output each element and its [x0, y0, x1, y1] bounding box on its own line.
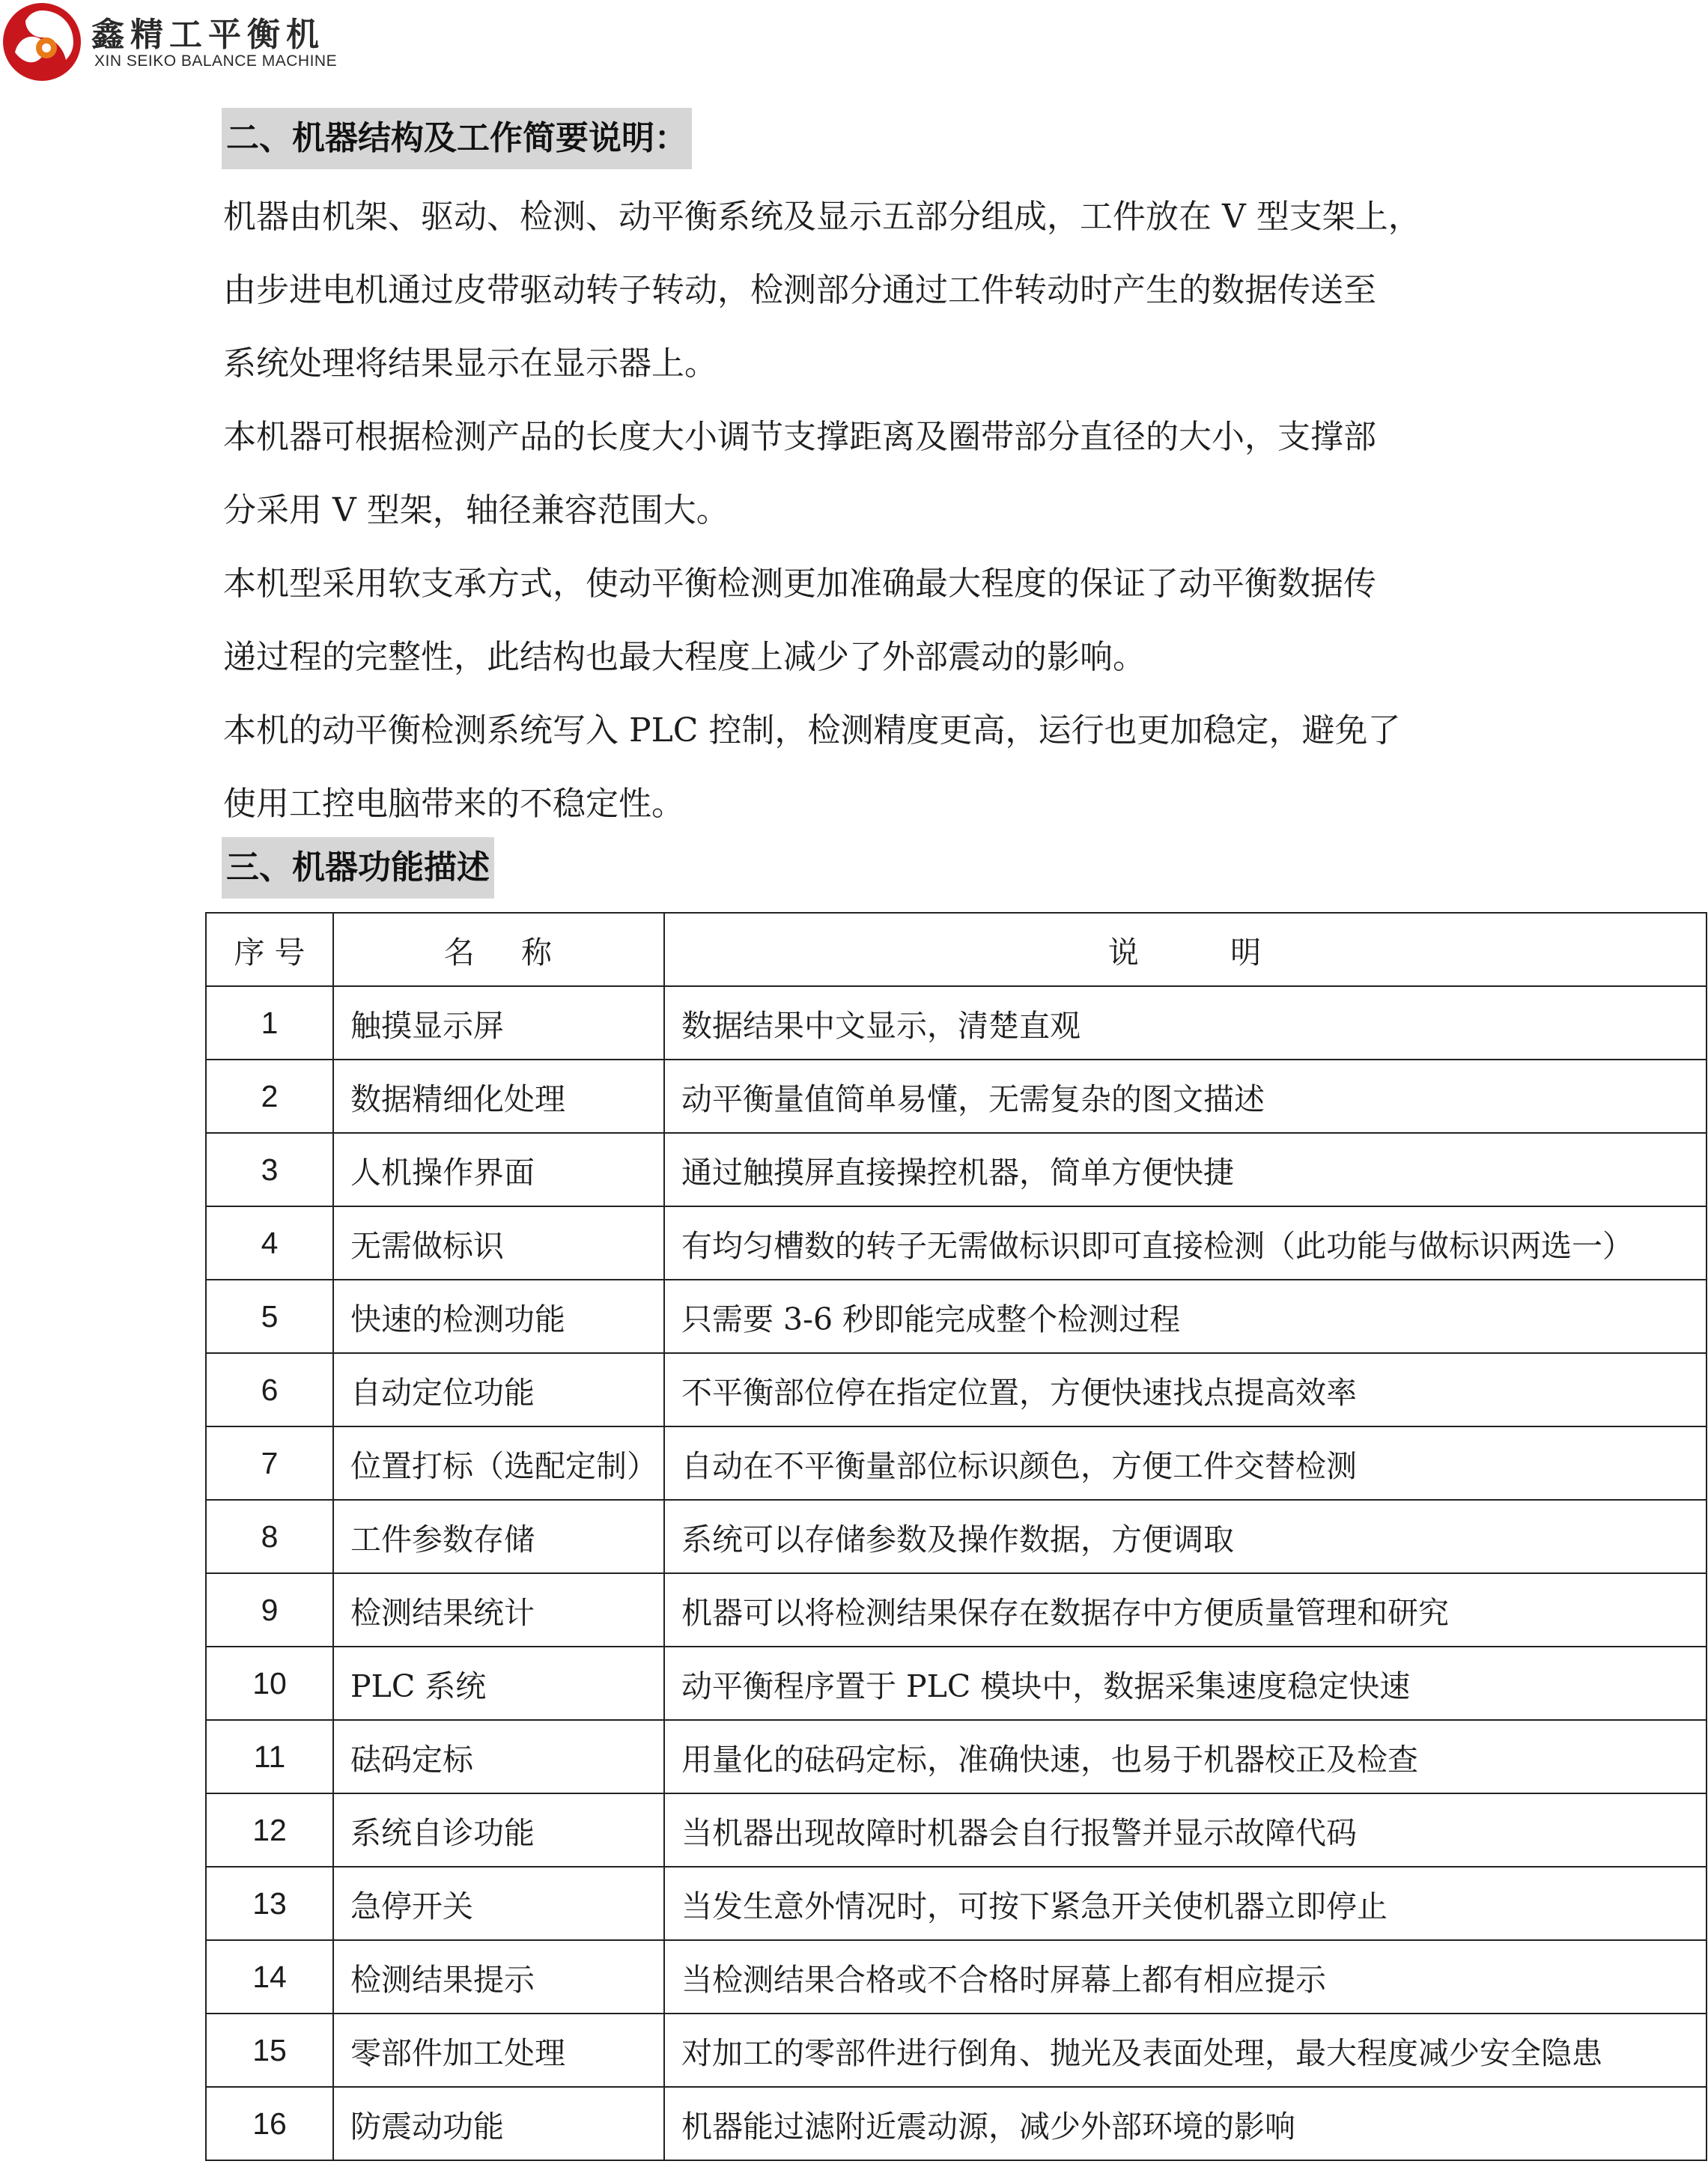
row-name: 位置打标（选配定制） — [333, 1426, 664, 1500]
row-number: 11 — [206, 1720, 333, 1793]
row-description: 系统可以存储参数及操作数据，方便调取 — [664, 1500, 1707, 1573]
row-name: 系统自诊功能 — [333, 1793, 664, 1867]
row-number: 7 — [206, 1426, 333, 1500]
table-row — [206, 1280, 1707, 1353]
company-logo — [0, 0, 338, 90]
row-number: 12 — [206, 1793, 333, 1867]
row-description: 用量化的砝码定标，准确快速，也易于机器校正及检查 — [664, 1720, 1707, 1793]
row-number: 9 — [206, 1573, 333, 1647]
paragraph-line: 本机型采用软支承方式，使动平衡检测更加准确最大程度的保证了动平衡数据传 — [223, 565, 1376, 603]
section-heading-functions: 三、机器功能描述 — [222, 837, 494, 899]
header-description: 说 明 — [664, 913, 1707, 986]
row-description: 当发生意外情况时，可按下紧急开关使机器立即停止 — [664, 1867, 1707, 1940]
row-number: 8 — [206, 1500, 333, 1573]
row-description: 当机器出现故障时机器会自行报警并显示故障代码 — [664, 1793, 1707, 1867]
row-name: 急停开关 — [333, 1867, 664, 1940]
paragraph-line: 使用工控电脑带来的不稳定性。 — [223, 785, 684, 823]
row-name: 检测结果提示 — [333, 1940, 664, 2014]
brand-name-en: XIN SEIKO BALANCE MACHINE — [94, 52, 338, 70]
table-row — [206, 1500, 1707, 1573]
row-description: 动平衡量值简单易懂，无需复杂的图文描述 — [664, 1060, 1707, 1133]
row-description: 通过触摸屏直接操控机器，简单方便快捷 — [664, 1133, 1707, 1206]
paragraph-line: 由步进电机通过皮带驱动转子转动，检测部分通过工件转动时产生的数据传送至 — [223, 271, 1376, 309]
table-row — [206, 1867, 1707, 1940]
table-row — [206, 2087, 1707, 2160]
function-table — [205, 912, 1707, 2161]
row-number: 15 — [206, 2014, 333, 2087]
row-name: 无需做标识 — [333, 1206, 664, 1280]
row-description: 数据结果中文显示，清楚直观 — [664, 986, 1707, 1060]
header-name: 名 称 — [333, 913, 664, 986]
row-number: 16 — [206, 2087, 333, 2160]
row-description: 有均匀槽数的转子无需做标识即可直接检测（此功能与做标识两选一） — [664, 1206, 1707, 1280]
row-number: 10 — [206, 1647, 333, 1720]
table-row — [206, 986, 1707, 1060]
row-description: 只需要 3-6 秒即能完成整个检测过程 — [664, 1280, 1707, 1353]
header-number: 序 号 — [206, 913, 333, 986]
row-description: 对加工的零部件进行倒角、抛光及表面处理，最大程度减少安全隐患 — [664, 2014, 1707, 2087]
row-number: 14 — [206, 1940, 333, 2014]
row-description: 当检测结果合格或不合格时屏幕上都有相应提示 — [664, 1940, 1707, 2014]
row-name: 检测结果统计 — [333, 1573, 664, 1647]
row-description: 机器能过滤附近震动源，减少外部环境的影响 — [664, 2087, 1707, 2160]
row-number: 6 — [206, 1353, 333, 1426]
section-heading-structure: 二、机器结构及工作简要说明： — [222, 108, 692, 169]
row-name: 自动定位功能 — [333, 1353, 664, 1426]
row-number: 3 — [206, 1133, 333, 1206]
table-row — [206, 1206, 1707, 1280]
row-name: 人机操作界面 — [333, 1133, 664, 1206]
table-row — [206, 1133, 1707, 1206]
row-description: 自动在不平衡量部位标识颜色，方便工件交替检测 — [664, 1426, 1707, 1500]
paragraph-line: 分采用 V 型架，轴径兼容范围大。 — [223, 491, 729, 529]
paragraph-line: 本机器可根据检测产品的长度大小调节支撑距离及圈带部分直径的大小，支撑部 — [223, 418, 1376, 456]
table-row — [206, 1353, 1707, 1426]
paragraph-line: 系统处理将结果显示在显示器上。 — [223, 344, 717, 383]
row-name: 零部件加工处理 — [333, 2014, 664, 2087]
row-name: 砝码定标 — [333, 1720, 664, 1793]
table-row — [206, 1793, 1707, 1867]
row-description: 动平衡程序置于 PLC 模块中，数据采集速度稳定快速 — [664, 1647, 1707, 1720]
brand-name-cn: 鑫精工平衡机 — [91, 16, 325, 54]
paragraph-line: 本机的动平衡检测系统写入 PLC 控制，检测精度更高，运行也更加稳定，避免了 — [223, 711, 1401, 750]
table-row — [206, 1940, 1707, 2014]
row-name: 防震动功能 — [333, 2087, 664, 2160]
table-header-row — [206, 913, 1707, 986]
logo-emblem-icon — [0, 0, 84, 84]
row-name: 快速的检测功能 — [333, 1280, 664, 1353]
row-number: 2 — [206, 1060, 333, 1133]
row-number: 13 — [206, 1867, 333, 1940]
table-row — [206, 2014, 1707, 2087]
paragraph-line: 机器由机架、驱动、检测、动平衡系统及显示五部分组成，工件放在 V 型支架上， — [223, 198, 1421, 236]
row-name: PLC 系统 — [333, 1647, 664, 1720]
row-description: 不平衡部位停在指定位置，方便快速找点提高效率 — [664, 1353, 1707, 1426]
table-row — [206, 1647, 1707, 1720]
row-description: 机器可以将检测结果保存在数据存中方便质量管理和研究 — [664, 1573, 1707, 1647]
paragraph-line: 递过程的完整性，此结构也最大程度上减少了外部震动的影响。 — [223, 638, 1146, 676]
row-name: 数据精细化处理 — [333, 1060, 664, 1133]
table-row — [206, 1573, 1707, 1647]
row-number: 1 — [206, 986, 333, 1060]
table-row — [206, 1426, 1707, 1500]
row-name: 工件参数存储 — [333, 1500, 664, 1573]
table-row — [206, 1720, 1707, 1793]
row-name: 触摸显示屏 — [333, 986, 664, 1060]
table-row — [206, 1060, 1707, 1133]
row-number: 4 — [206, 1206, 333, 1280]
row-number: 5 — [206, 1280, 333, 1353]
